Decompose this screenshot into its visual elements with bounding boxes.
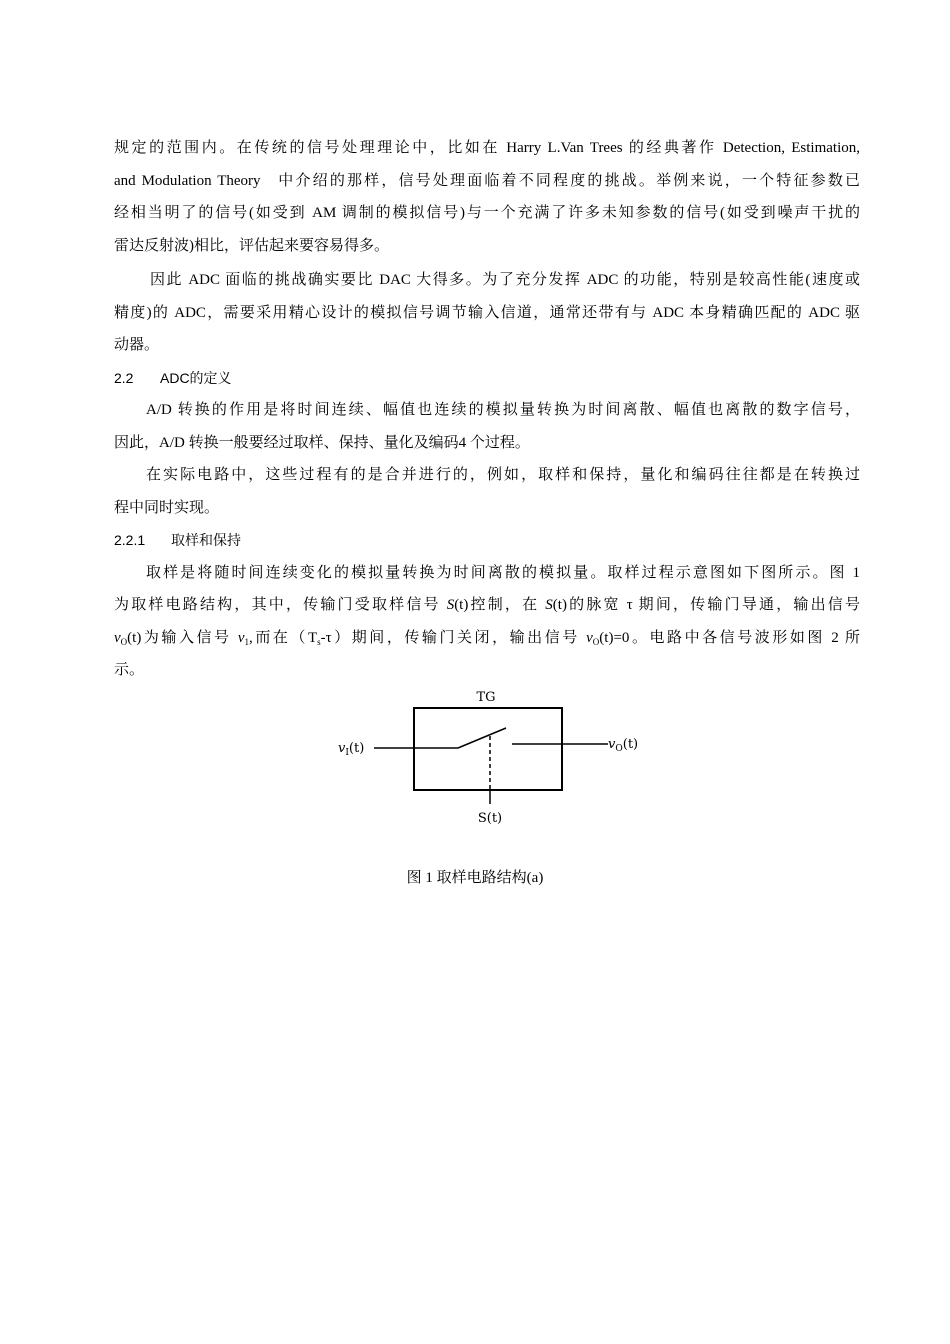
tg-label: TG (476, 690, 496, 705)
paragraph-line (114, 589, 860, 622)
text-run: 1 (244, 636, 250, 647)
paragraph-line: 因此，A/D 转换一般要经过取样、保持、量化及编码4 个过程。 (114, 434, 530, 451)
paragraph-4 (114, 459, 860, 524)
section-number: 2.2 (114, 369, 134, 386)
text-run: v (586, 629, 593, 646)
section-heading-2-2 (114, 362, 860, 395)
output-signal-label: $v_O(t)$ (608, 737, 639, 754)
paragraph-line: A/D 转换的作用是将时间连续、幅值也连续的模拟量转换为时间离散、幅值也离散的数字信号， (146, 402, 860, 418)
text-run: (t)=0。电路中各信号波形如图 2 所 (599, 629, 860, 646)
paragraph-line (114, 622, 860, 655)
control-signal-label: S(t) (477, 811, 503, 826)
section-title: 取样和保持 (171, 532, 241, 548)
text-run: s (317, 636, 321, 647)
text-run: -τ）期间，传输门关闭，输出信号 (320, 629, 587, 646)
paragraph-5 (114, 557, 860, 687)
text-run: v (237, 629, 245, 646)
text-run: S (446, 597, 455, 613)
sampling-circuit-figure (330, 684, 650, 838)
paragraph-line: 因此 ADC 面临的挑战确实要比 DAC 大得多。为了充分发挥 ADC 的功能，特别是较高性能(速度或 (150, 272, 860, 288)
paragraph-3 (114, 394, 860, 459)
paragraph-line: 精度)的 ADC，需要采用精心设计的模拟信号调节输入信道，通常还带有与 ADC 本身精确匹配的 ADC 驱 (114, 304, 860, 321)
input-signal-label: $v_I(t)$ (338, 741, 365, 758)
text-run: ,而在（T (249, 629, 318, 646)
paragraph-line: 经相当明了的信号(如受到 AM 调制的模拟信号)与一个充满了许多未知参数的信号(如受到噪声干扰的 (114, 205, 860, 221)
section-heading-2-2-1 (114, 524, 860, 557)
text-run: v (114, 629, 121, 646)
text-run: (t)控制，在 (454, 597, 546, 613)
text-run: S (545, 597, 553, 613)
section-number: 2.2.1 (114, 532, 146, 548)
paragraph-line: 雷达反射波)相比，评估起来要容易得多。 (114, 237, 389, 254)
text-run: (t)的脉宽 τ 期间，传输门导通，输出信号 (552, 597, 860, 613)
text-run: 为取样电路结构，其中，传输门受取样信号 (114, 597, 447, 613)
paragraph-line: 程中同时实现。 (114, 499, 220, 516)
circuit-diagram (330, 684, 650, 838)
paragraph-line: 取样是将随时间连续变化的模拟量转换为时间离散的模拟量。取样过程示意图如下图所示。图 1 (146, 564, 860, 581)
document-body (114, 132, 860, 687)
paragraph-line: 规定的范围内。在传统的信号处理理论中，比如在 Harry L.Van Trees 的经典著作 Detection, Estimation, (114, 140, 860, 156)
paragraph-line: 在实际电路中，这些过程有的是合并进行的，例如，取样和保持，量化和编码往往都是在转换过 (146, 467, 860, 483)
text-run: (t)为输入信号 (127, 629, 238, 646)
paragraph-2 (114, 264, 860, 362)
paragraph-line: and Modulation Theory 中介绍的那样，信号处理面临着不同程度的挑战。举例来说，一个特征参数已 (114, 172, 860, 189)
switch-blade (458, 728, 506, 748)
paragraph-line: 示。 (114, 662, 145, 678)
text-run: O (592, 636, 600, 647)
transmission-gate-box (414, 708, 562, 790)
text-run: O (120, 636, 128, 647)
paragraph-line: 动器。 (114, 337, 160, 353)
section-title: ADC的定义 (160, 369, 232, 386)
paragraph-1 (114, 132, 860, 262)
figure-caption: 图 1 取样电路结构(a) (406, 870, 544, 886)
